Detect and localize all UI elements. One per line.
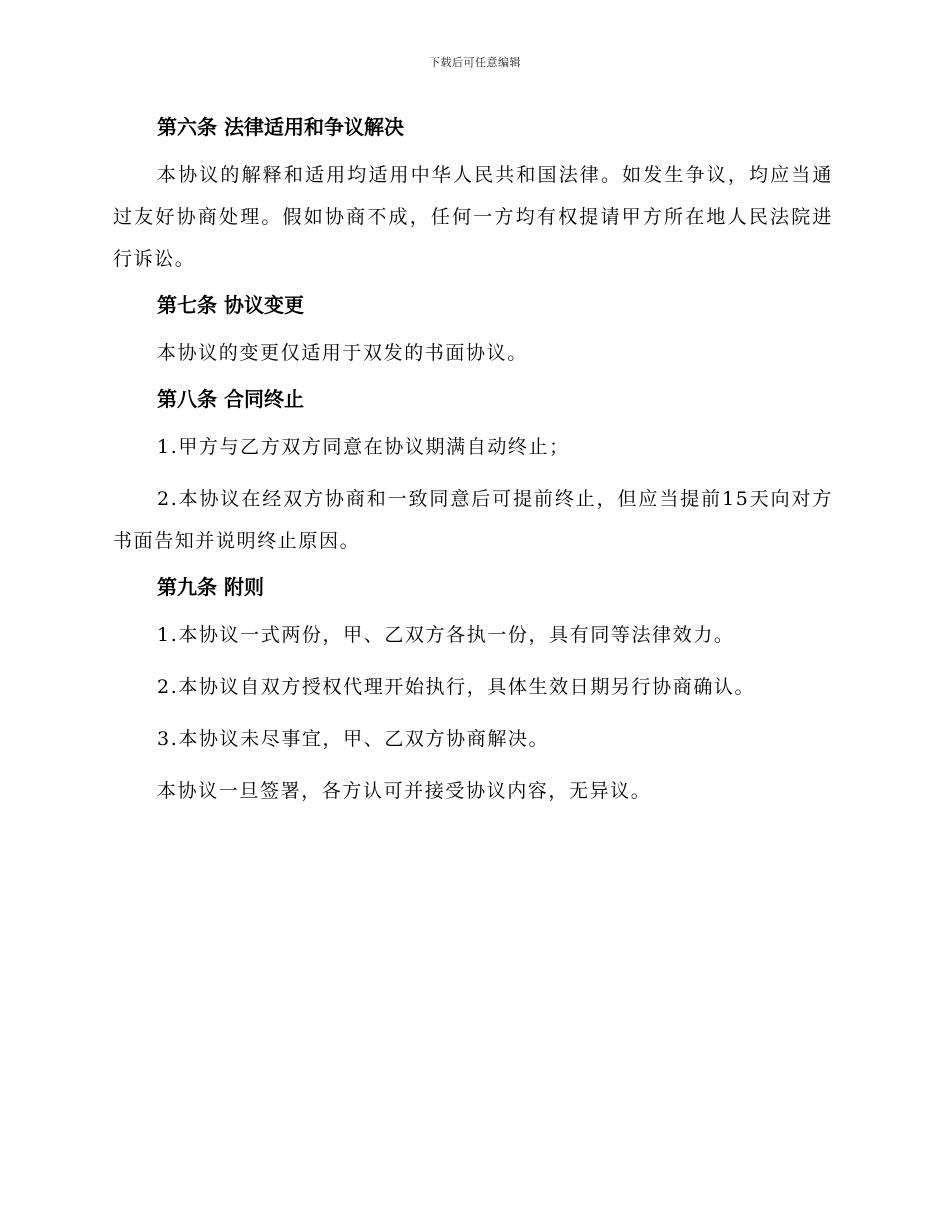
paragraph: 本协议一旦签署，各方认可并接受协议内容，无异议。 xyxy=(157,780,652,802)
paragraph: 本协议的解释和适用均适用中华人民共和国法律。如发生争议，均应当通过友好协商处理。假如协商不成，任何一方均有权提请甲方所在地人民法院进行诉讼。 xyxy=(113,164,833,270)
section-article-6 xyxy=(113,112,833,280)
paragraph: 1.本协议一式两份，甲、乙双方各执一份，具有同等法律效力。 xyxy=(157,624,735,646)
section-title: 第七条 协议变更 xyxy=(157,293,304,317)
section-article-8 xyxy=(113,384,833,562)
section-article-9 xyxy=(113,572,833,812)
section-title: 第八条 合同终止 xyxy=(157,387,304,411)
paragraph: 2.本协议自双方授权代理开始执行，具体生效日期另行协商确认。 xyxy=(157,676,756,698)
header-note: 下载后可任意编辑 xyxy=(429,56,521,69)
paragraph: 2.本协议在经双方协商和一致同意后可提前终止，但应当提前15天向对方书面告知并说明终止原因。 xyxy=(113,488,833,552)
section-article-7 xyxy=(113,290,833,374)
paragraph: 本协议的变更仅适用于双发的书面协议。 xyxy=(157,342,528,364)
paragraph: 3.本协议未尽事宜，甲、乙双方协商解决。 xyxy=(157,728,550,750)
paragraph: 1.甲方与乙方双方同意在协议期满自动终止； xyxy=(157,436,570,458)
document-body xyxy=(113,112,833,822)
section-title: 第六条 法律适用和争议解决 xyxy=(157,115,404,139)
section-title: 第九条 附则 xyxy=(157,575,264,599)
